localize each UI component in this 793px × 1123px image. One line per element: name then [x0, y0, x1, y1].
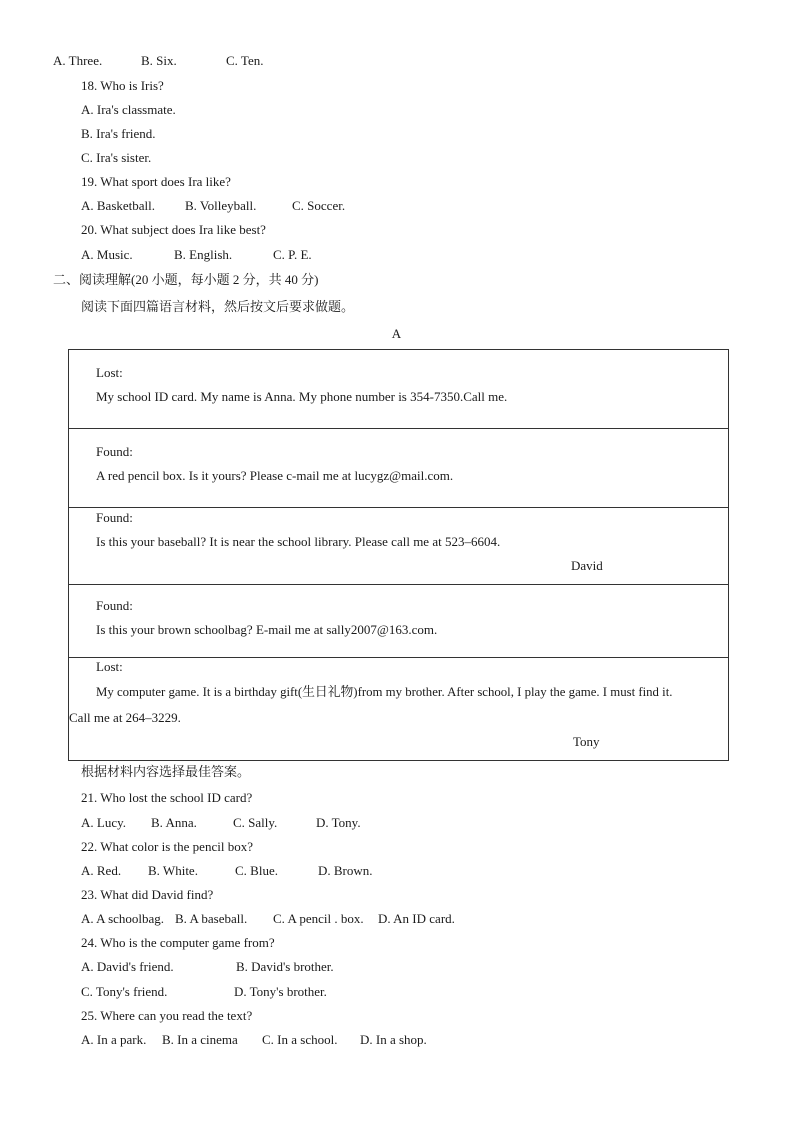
- q21-option-a: A. Lucy.: [81, 815, 127, 830]
- q17-option-c: C. Ten.: [226, 53, 264, 68]
- q24-option-d: D. Tony's brother.: [234, 984, 327, 999]
- section-heading: 二、阅读理解(20 小题，每小题 2 分，共 40 分): [53, 272, 319, 287]
- q20-option-a: A. Music.: [81, 247, 133, 262]
- q25-option-d: D. In a shop.: [360, 1032, 427, 1047]
- q19-option-a: A. Basketball.: [81, 198, 156, 213]
- q20-stem: 20. What subject does Ira like best?: [81, 222, 266, 237]
- q22-option-a: A. Red.: [81, 863, 122, 878]
- q18-option-b: B. Ira's friend.: [81, 126, 156, 141]
- passage-label: A: [391, 326, 402, 341]
- q25-option-c: C. In a school.: [262, 1032, 338, 1047]
- notice-row: [69, 658, 728, 762]
- q25-stem: 25. Where can you read the text?: [81, 1008, 253, 1023]
- notice-type: Found:: [96, 444, 133, 459]
- q23-option-d: D. An ID card.: [378, 911, 455, 926]
- section-instruction: 阅读下面四篇语言材料，然后按文后要求做题。: [81, 299, 355, 314]
- notice-body: Is this your brown schoolbag? E-mail me at sally2007@163.com.: [96, 622, 438, 637]
- q17-option-b: B. Six.: [141, 53, 177, 68]
- q21-option-c: C. Sally.: [233, 815, 278, 830]
- q22-option-c: C. Blue.: [235, 863, 278, 878]
- q18-stem: 18. Who is Iris?: [81, 78, 164, 93]
- q20-option-c: C. P. E.: [273, 247, 312, 262]
- q19-option-c: C. Soccer.: [292, 198, 346, 213]
- q17-option-a: A. Three.: [53, 53, 103, 68]
- q23-option-a: A. A schoolbag.: [81, 911, 165, 926]
- q24-option-a: A. David's friend.: [81, 959, 174, 974]
- notice-type: Found:: [96, 598, 133, 613]
- notice-type: Lost:: [96, 659, 123, 674]
- q23-option-c: C. A pencil . box.: [273, 911, 364, 926]
- q24-option-b: B. David's brother.: [236, 959, 334, 974]
- notice-signature: Tony: [573, 734, 600, 749]
- q19-stem: 19. What sport does Ira like?: [81, 174, 231, 189]
- q22-stem: 22. What color is the pencil box?: [81, 839, 253, 854]
- q24-stem: 24. Who is the computer game from?: [81, 935, 275, 950]
- q25-option-b: B. In a cinema: [162, 1032, 238, 1047]
- notice-body-continued: Call me at 264–3229.: [69, 710, 181, 725]
- q24-option-c: C. Tony's friend.: [81, 984, 168, 999]
- q18-option-a: A. Ira's classmate.: [81, 102, 176, 117]
- notice-row: [69, 350, 728, 429]
- notice-board: [68, 349, 729, 761]
- q21-option-b: B. Anna.: [151, 815, 197, 830]
- q22-option-d: D. Brown.: [318, 863, 373, 878]
- q20-option-b: B. English.: [174, 247, 233, 262]
- q18-option-c: C. Ira's sister.: [81, 150, 152, 165]
- notice-row: [69, 508, 728, 585]
- q21-option-d: D. Tony.: [316, 815, 361, 830]
- q23-stem: 23. What did David find?: [81, 887, 214, 902]
- choose-instruction: 根据材料内容选择最佳答案。: [81, 764, 251, 779]
- q19-option-b: B. Volleyball.: [185, 198, 257, 213]
- q22-option-b: B. White.: [148, 863, 198, 878]
- q25-option-a: A. In a park.: [81, 1032, 147, 1047]
- q21-stem: 21. Who lost the school ID card?: [81, 790, 253, 805]
- notice-type: Found:: [96, 510, 133, 525]
- notice-type: Lost:: [96, 365, 123, 380]
- notice-body: Is this your baseball? It is near the school library. Please call me at 523–6604.: [96, 534, 501, 549]
- notice-body: My school ID card. My name is Anna. My phone number is 354-7350.Call me.: [96, 389, 508, 404]
- notice-body: A red pencil box. Is it yours? Please c-mail me at lucygz@mail.com.: [96, 468, 454, 483]
- notice-row: [69, 585, 728, 658]
- notice-body: My computer game. It is a birthday gift(生日礼物)from my brother. After school, I play the game. I must find it.: [96, 685, 673, 699]
- q23-option-b: B. A baseball.: [175, 911, 248, 926]
- notice-signature: David: [571, 558, 603, 573]
- notice-row: [69, 429, 728, 508]
